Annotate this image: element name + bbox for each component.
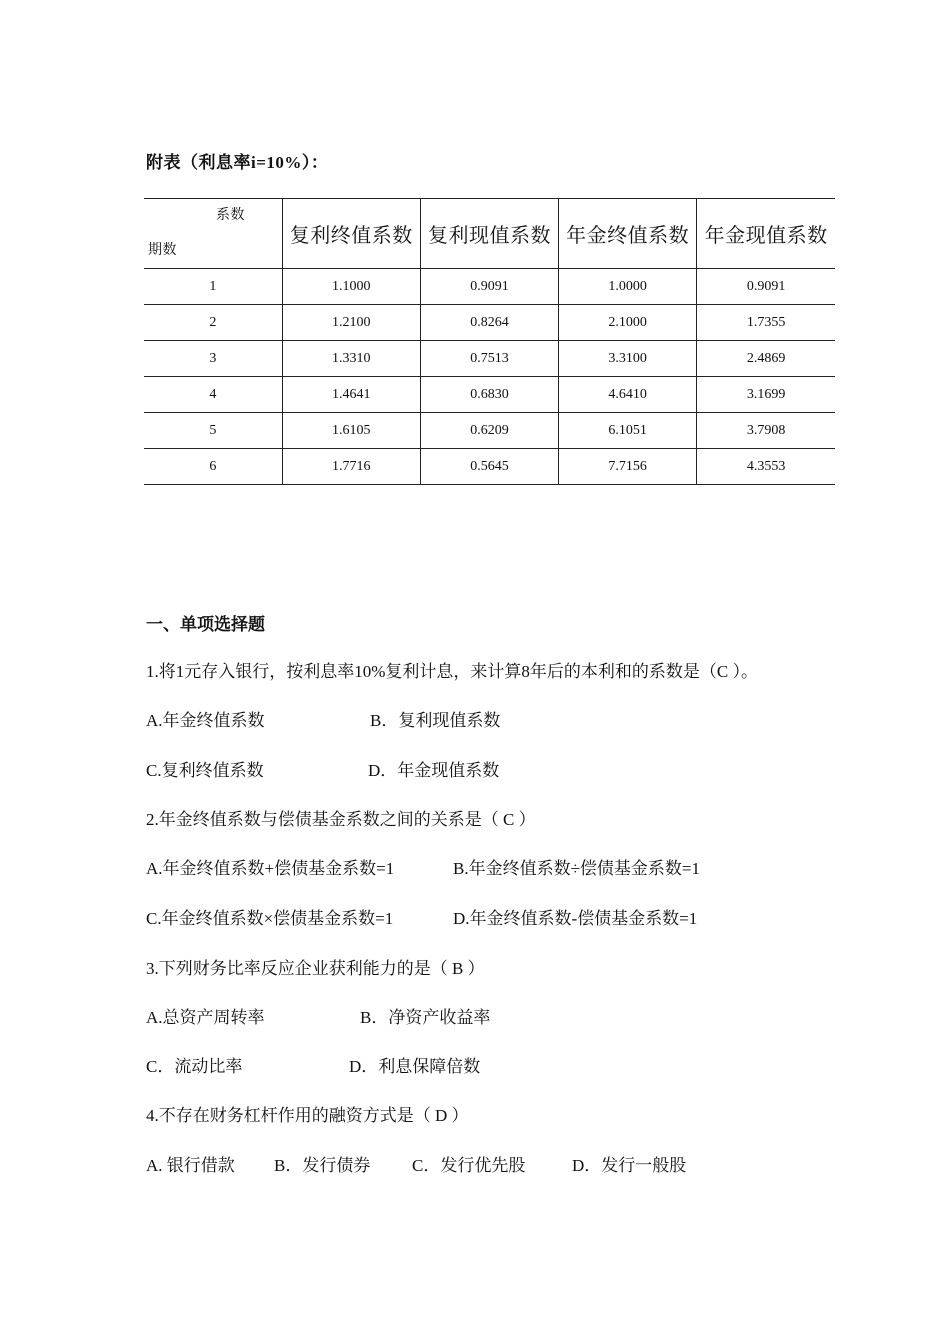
table-row — [144, 269, 835, 305]
value-cell: 0.9091 — [420, 269, 558, 305]
question-2-options-row-2 — [146, 904, 697, 929]
question-1-options-row-2 — [146, 756, 499, 781]
value-cell: 1.6105 — [282, 413, 420, 449]
column-header: 年金终值系数 — [559, 199, 697, 269]
option-b: B．复利现值系数 — [370, 711, 501, 730]
option-d: D.年金终值系数-偿债基金系数=1 — [453, 909, 698, 928]
value-cell: 0.6830 — [420, 377, 558, 413]
period-cell: 4 — [144, 377, 282, 413]
question-3-options-row-2 — [146, 1052, 480, 1077]
option-c: C．流动比率 — [146, 1057, 243, 1076]
column-header: 复利终值系数 — [282, 199, 420, 269]
question-1-stem: 1.将1元存入银行，按利息率10%复利计息，来计算8年后的本利和的系数是（C ）。 — [146, 662, 758, 681]
value-cell: 1.0000 — [559, 269, 697, 305]
period-cell: 1 — [144, 269, 282, 305]
question-2-stem: 2.年金终值系数与偿债基金系数之间的关系是（ C ） — [146, 810, 536, 829]
option-b: B．净资产收益率 — [360, 1008, 491, 1027]
question-4-stem: 4.不存在财务杠杆作用的融资方式是（ D ） — [146, 1106, 469, 1125]
corner-label-coefficient: 系数 — [216, 208, 245, 223]
value-cell: 3.3100 — [559, 341, 697, 377]
value-cell: 4.6410 — [559, 377, 697, 413]
table-row — [144, 341, 835, 377]
table-row — [144, 449, 835, 485]
value-cell: 1.7716 — [282, 449, 420, 485]
question-4-options-row — [146, 1151, 686, 1176]
question-2-options-row-1 — [146, 854, 700, 879]
value-cell: 3.1699 — [697, 377, 835, 413]
section-heading: 一、单项选择题 — [146, 615, 265, 634]
option-c: C.复利终值系数 — [146, 761, 264, 780]
table-row — [144, 305, 835, 341]
value-cell: 7.7156 — [559, 449, 697, 485]
option-d: D．发行一般股 — [572, 1156, 687, 1175]
column-header: 复利现值系数 — [420, 199, 558, 269]
question-3-options-row-1 — [146, 1003, 490, 1028]
table-row — [144, 413, 835, 449]
option-d: D．年金现值系数 — [368, 761, 500, 780]
option-c: C．发行优先股 — [412, 1156, 526, 1175]
value-cell: 1.4641 — [282, 377, 420, 413]
value-cell: 4.3553 — [697, 449, 835, 485]
period-cell: 6 — [144, 449, 282, 485]
value-cell: 0.5645 — [420, 449, 558, 485]
period-cell: 2 — [144, 305, 282, 341]
question-3-stem: 3.下列财务比率反应企业获利能力的是（ B ） — [146, 959, 485, 978]
value-cell: 0.7513 — [420, 341, 558, 377]
value-cell: 0.8264 — [420, 305, 558, 341]
period-cell: 3 — [144, 341, 282, 377]
table-corner-cell — [144, 199, 282, 269]
table-header-row — [144, 199, 835, 269]
value-cell: 1.2100 — [282, 305, 420, 341]
value-cell: 1.1000 — [282, 269, 420, 305]
value-cell: 2.4869 — [697, 341, 835, 377]
option-a: A.总资产周转率 — [146, 1008, 265, 1027]
column-header: 年金现值系数 — [697, 199, 835, 269]
value-cell: 1.7355 — [697, 305, 835, 341]
table-row — [144, 377, 835, 413]
option-a: A. 银行借款 — [146, 1156, 235, 1175]
option-d: D．利息保障倍数 — [349, 1057, 481, 1076]
option-b: B．发行债券 — [274, 1156, 371, 1175]
value-cell: 0.9091 — [697, 269, 835, 305]
table-title: 附表（利息率i=10%）： — [146, 153, 329, 172]
option-a: A.年金终值系数 — [146, 711, 265, 730]
value-cell: 2.1000 — [559, 305, 697, 341]
corner-label-period: 期数 — [148, 243, 177, 258]
value-cell: 3.7908 — [697, 413, 835, 449]
question-1-options-row-1 — [146, 706, 500, 731]
option-c: C.年金终值系数×偿债基金系数=1 — [146, 909, 394, 928]
option-b: B.年金终值系数÷偿债基金系数=1 — [453, 859, 701, 878]
value-cell: 0.6209 — [420, 413, 558, 449]
coefficient-table — [144, 198, 835, 485]
period-cell: 5 — [144, 413, 282, 449]
value-cell: 1.3310 — [282, 341, 420, 377]
option-a: A.年金终值系数+偿债基金系数=1 — [146, 859, 395, 878]
value-cell: 6.1051 — [559, 413, 697, 449]
